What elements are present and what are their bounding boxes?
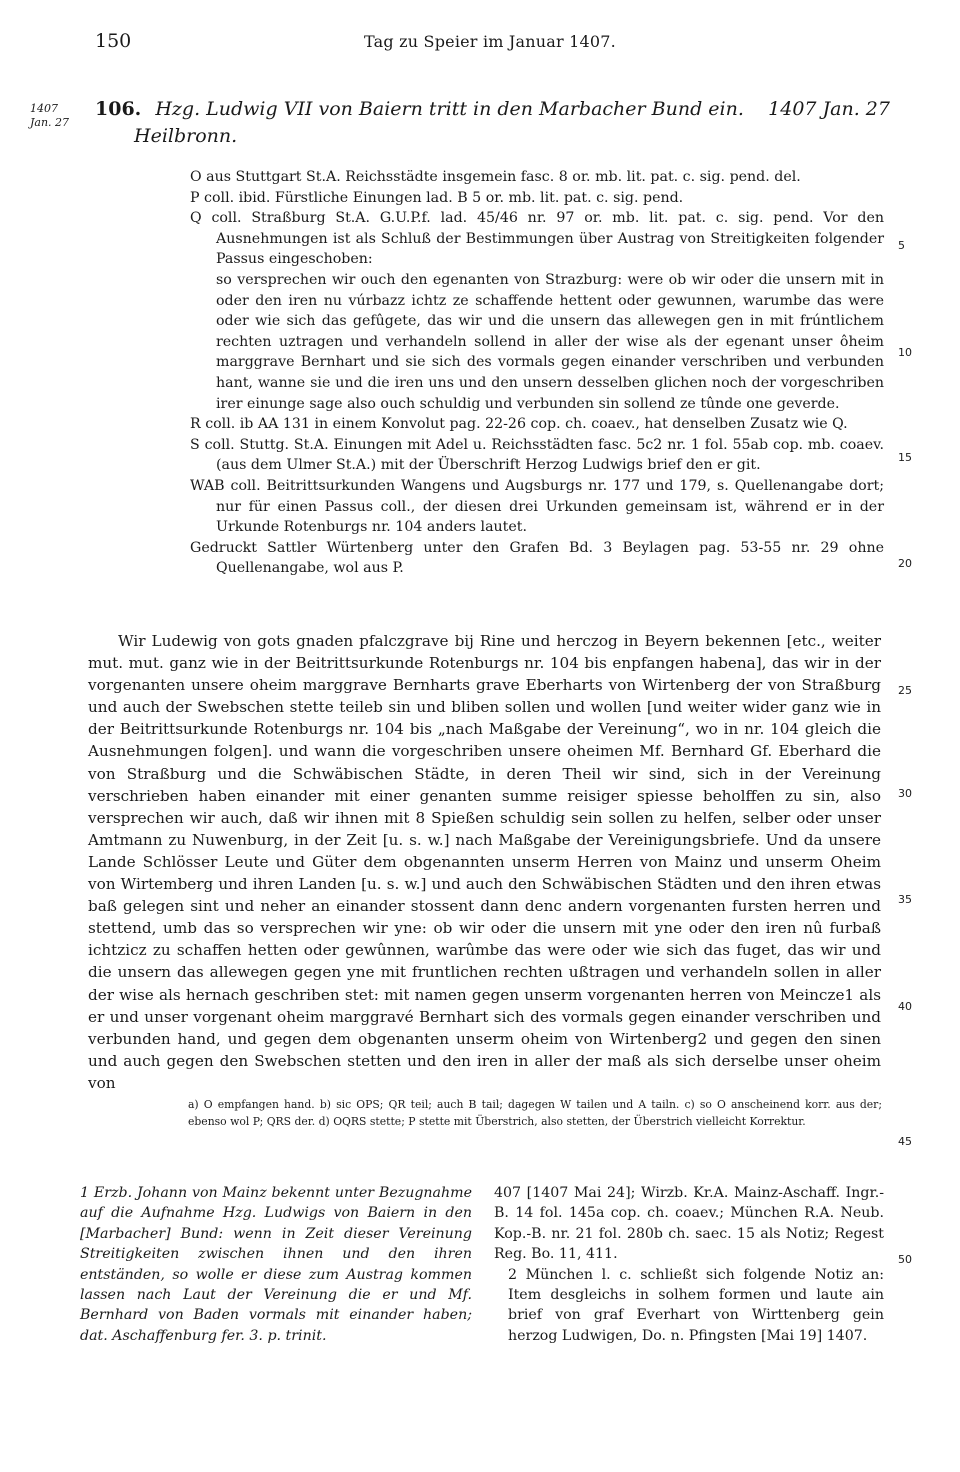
page-number: 150 (95, 30, 132, 52)
line-number: 5 (898, 239, 905, 252)
textual-variants: a) O empfangen hand. b) sic OPS; QR teil; auch B tail; dagegen W tailen und A tailn. c) so O anscheinend korr. aus der; ebenso wol P; QRS der. d) OQRS stette; P stette mit Überstrich, also stetten, der Überstrich vielleicht Korrektur. (188, 1098, 882, 1128)
document-date: 1407 Jan. 27 (768, 98, 890, 120)
line-number: 35 (898, 893, 912, 906)
charter-text (88, 630, 881, 1094)
line-number: 20 (898, 557, 912, 570)
footnote-left-column (80, 1183, 472, 1346)
line-number: 15 (898, 451, 912, 464)
footnote-2: 2 München l. c. schließt sich folgende Notiz an: Item desgleichs in solhem formen und laute ain brief von graf Everhart von Wirttenberg gein herzog Ludwigen, Do. n. Pfingsten [Mai 19] 1407. (508, 1266, 884, 1344)
document-number: 106. (95, 98, 142, 120)
source-o: O aus Stuttgart St.A. Reichsstädte insgemein fasc. 8 or. mb. lit. pat. c. sig. pend. del. (190, 169, 801, 185)
document-place: Heilbronn. (134, 125, 238, 147)
line-number: 50 (898, 1253, 912, 1266)
source-apparatus (190, 167, 884, 579)
margin-month: Jan. 27 (30, 116, 70, 129)
line-number: 30 (898, 787, 912, 800)
margin-year: 1407 (30, 102, 58, 115)
line-number: 10 (898, 346, 912, 359)
inserted-passage: so versprechen wir ouch den egenanten von Strazburg: were ob wir oder die unsern mit in oder den iren nu vúrbazz ichtz ze schaffende hettent oder gewunnen, warumbe das were oder wie sich das gefûgete, das wir und die unsern das allewegen gen in mit frúntlichem rechten uztragen und verhandeln sollend in aller der wise als der egenant unser ôheim marggrave Bernhart und sie sich des vormals gegen einander verschriben und verbunden hant, wanne sie und die iren uns und den unsern desselben glichen noch der vorgeschriben irer einunge sage also ouch schuldig und verbunden sin sollend ze tûnde one geverde. (216, 271, 884, 412)
charter-paragraph: Wir Ludewig von gots gnaden pfalczgrave bij Rine und herczog in Beyern bekennen [etc., weiter mut. mut. ganz wie in der Beitrittsurkunde Rotenburgs nr. 104 bis enpfangen habena], das wir in der vorgenanten unsere oheim marggrave Bernharts grave Eberharts von Wirtenberg der von Straßburg und auch der Swebschen stette teileb sin und bliben sollen und wollen [und weiter wider ganz wie in der Beitrittsurkunde Rotenburgs nr. 104 bis „nach Maßgabe der Vereinung“, wo in nr. 104 gleich die Ausnehmungen folgen]. und wann die vorgeschriben unsere oheimen Mf. Bernhard Gf. Eberhard die von Straßburg und die Schwäbischen Städte, in deren Theil wir sind, sich in der Vereinung verschrieben haben einander mit einer genanten summe reisiger spiesse beholffen zu sin, also versprechen wir auch, daß wir ihnen mit 8 Spießen schuldig sein sollen zu helfen, selber oder unser Amtmann zu Nuwenburg, in der Zeit [u. s. w.] nach Maßgabe der Vereinigungsbriefe. Und da unsere Lande Schlösser Leute und Güter dem obgenannten unserm Herren von Mainz und unserm Oheim von Wirtemberg und ihren Landen [u. s. w.] und auch den Schwäbischen Städten und den ihren etwas baß gelegen sint und neher an einander stossent dann denc andern vorgenanten fursten herren und stettend, umb das so versprechen wir yne: ob wir oder die unsern mit yne oder den iren nû furbaß ichtzicz zu schaffen hetten oder gewûnnen, warûmbe das were oder wie sich das fuget, das wir und die unsern das allewegen gegen yne mit fruntlichen rechten ußtragen und verhandeln sollen in aller der wise als hernach geschriben stet: mit namen gegen unserm vorgenanten herren von Meincze1 als er und unser vorgenant oheim marggravé Bernhart sich des vormals gegen einander verschriben und verbunden hand, und gegen dem obgenanten unserm oheim von Wirtenberg2 und gegen den sinen und auch gegen den Swebschen stetten und den iren in aller der maß als sich derselbe unser oheim von (88, 632, 881, 1092)
source-s: S coll. Stuttg. St.A. Einungen mit Adel u. Reichsstädten fasc. 5c2 nr. 1 fol. 55ab cop. mb. coaev. (aus dem Ulmer St.A.) mit der Überschrift Herzog Ludwigs brief den er git. (190, 436, 884, 474)
line-number: 45 (898, 1135, 912, 1148)
page-header (95, 30, 885, 58)
margin-date (30, 102, 69, 130)
source-q: Q coll. Straßburg St.A. G.U.P.f. lad. 45/46 nr. 97 or. mb. lit. pat. c. sig. pend. Vor den Ausnehmungen ist als Schluß der Bestimmungen über Austrag von Streitigkeiten folgender Passus eingeschoben: (190, 210, 884, 268)
footnote-1: 1 Erzb. Johann von Mainz bekennt unter Bezugnahme auf die Aufnahme Hzg. Ludwigs von Baiern in den [Marbacher] Bund: wenn in Zeit dieser Vereinung Streitigkeiten zwischen ihnen und den ihren entständen, so wolle er diese zum Austrag kommen lassen nach Laut der Vereinung die er und Mf. Bernhard von Baden vormals mit einander haben; dat. Aschaffenburg fer. 3. p. trinit. (80, 1185, 472, 1344)
footnote-right-column (494, 1183, 884, 1346)
printed-edition: Gedruckt Sattler Würtenberg unter den Grafen Bd. 3 Beylagen pag. 53-55 nr. 29 ohne Quellenangabe, wol aus P. (190, 539, 884, 577)
line-number: 40 (898, 1000, 912, 1013)
footnote-1-continuation: 407 [1407 Mai 24]; Wirzb. Kr.A. Mainz-Aschaff. Ingr.-B. 14 fol. 145a cop. ch. coaev.; München R.A. Neub. Kop.-B. nr. 21 fol. 280b ch. saec. 15 als Notiz; Regest Reg. Bo. 11, 411. (494, 1185, 884, 1263)
document-title: Hzg. Ludwig VII von Baiern tritt in den Marbacher Bund ein. (155, 98, 744, 120)
line-number: 25 (898, 684, 912, 697)
source-p: P coll. ibid. Fürstliche Einungen lad. B 5 or. mb. lit. pat. c. sig. pend. (190, 189, 684, 206)
source-wab: WAB coll. Beitrittsurkunden Wangens und Augsburgs nr. 177 und 179, s. Quellenangabe dort; nur für einen Passus coll., der diesen drei Urkunden gemeinsam ist, während er in der Urkunde Rotenburgs nr. 104 anders lautet. (190, 477, 884, 536)
document-heading (95, 96, 890, 150)
source-r: R coll. ib AA 131 in einem Konvolut pag. 22-26 cop. ch. coaev., hat denselben Zusatz wie Q. (190, 416, 848, 433)
running-head: Tag zu Speier im Januar 1407. (364, 32, 616, 51)
